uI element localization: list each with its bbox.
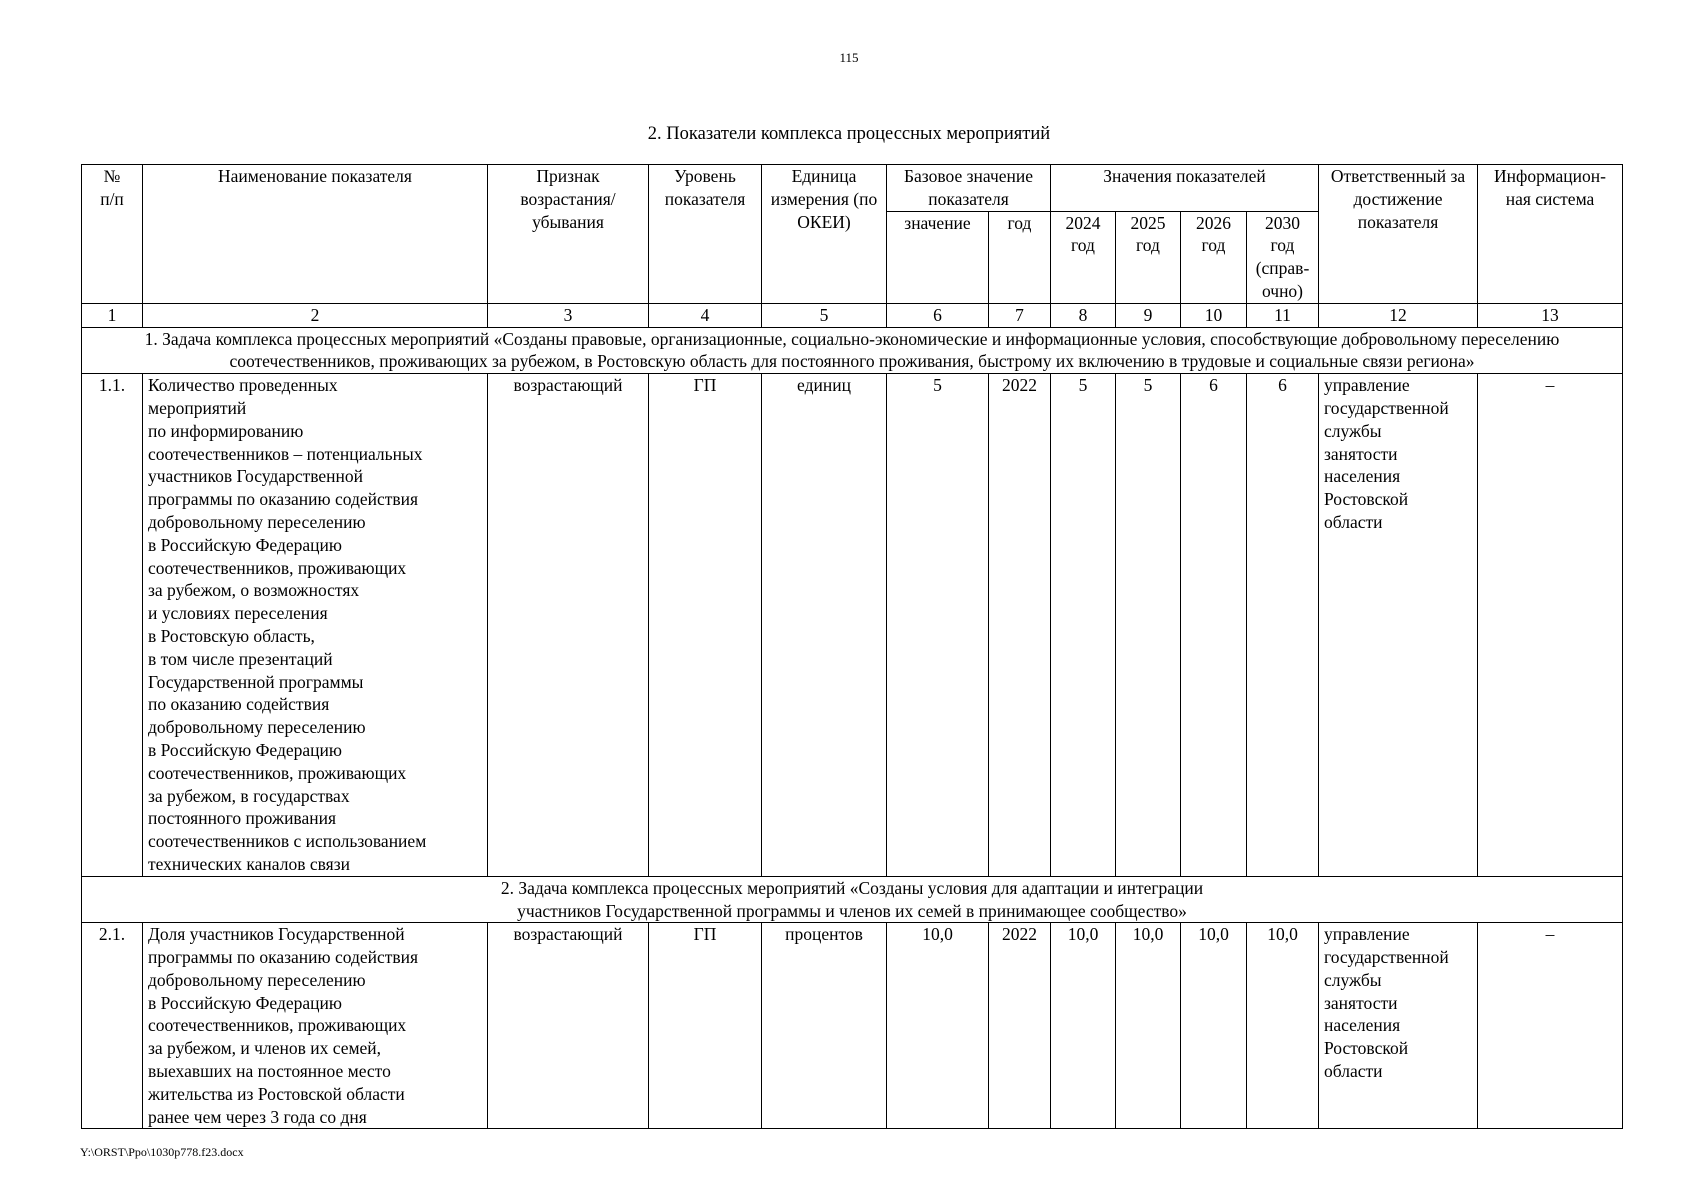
row-value-2024: 5 — [1051, 374, 1116, 877]
row-infosys: – — [1478, 374, 1623, 877]
section-row — [82, 327, 1623, 374]
header-base-year: год — [989, 211, 1051, 303]
header-year-2024: 2024 год — [1051, 211, 1116, 303]
row-base-year: 2022 — [989, 374, 1051, 877]
row-value-2026: 10,0 — [1181, 923, 1247, 1129]
table-row — [82, 923, 1623, 1129]
header-year-2030: 2030 год (справ-очно) — [1247, 211, 1319, 303]
row-infosys: – — [1478, 923, 1623, 1129]
row-base-year: 2022 — [989, 923, 1051, 1129]
indicators-table — [81, 164, 1623, 1129]
column-number: 11 — [1247, 303, 1319, 327]
row-value-2024: 10,0 — [1051, 923, 1116, 1129]
file-path-footer: Y:\ORST\Ppo\1030p778.f23.docx — [80, 1145, 244, 1159]
section-title: 2. Задача комплекса процессных мероприятий «Созданы условия для адаптации и интеграции участников Государственной программы и членов их семей в принимающее сообщество» — [82, 876, 1623, 923]
column-number: 5 — [762, 303, 887, 327]
row-responsible: управление государственной службы занятости населения Ростовской области — [1319, 923, 1478, 1129]
row-base-value: 10,0 — [887, 923, 989, 1129]
column-number: 8 — [1051, 303, 1116, 327]
column-number: 6 — [887, 303, 989, 327]
column-number: 7 — [989, 303, 1051, 327]
table-row — [82, 374, 1623, 877]
header-infosys: Информацион-ная система — [1478, 165, 1623, 304]
page-number: 115 — [839, 50, 859, 65]
column-number: 12 — [1319, 303, 1478, 327]
row-level: ГП — [649, 374, 762, 877]
row-responsible: управление государственной службы занятости населения Ростовской области — [1319, 374, 1478, 877]
column-number: 4 — [649, 303, 762, 327]
row-num: 1.1. — [82, 374, 143, 877]
header-year-2025: 2025 год — [1116, 211, 1181, 303]
row-value-2030: 6 — [1247, 374, 1319, 877]
header-level: Уровень показателя — [649, 165, 762, 304]
header-values: Значения показателей — [1051, 165, 1319, 212]
row-level: ГП — [649, 923, 762, 1129]
header-unit: Единица измерения (по ОКЕИ) — [762, 165, 887, 304]
row-unit: единиц — [762, 374, 887, 877]
row-name: Количество проведенных мероприятий по информированию соотечественников – потенциальных участников Государственной программы по оказанию содействия добровольному переселению в Российскую Федерацию соотечественников, проживающих за рубежом, о возможностях и условиях переселения в Ростовскую область, в том числе презентаций Государственной программы по оказанию содействия добровольному переселению в Российскую Федерацию соотечественников, проживающих за рубежом, в государствах постоянного проживания соотечественников с использованием технических каналов связи — [143, 374, 488, 877]
header-name: Наименование показателя — [143, 165, 488, 304]
header-num: № п/п — [82, 165, 143, 304]
header-year-2026: 2026 год — [1181, 211, 1247, 303]
row-trend: возрастающий — [488, 374, 649, 877]
row-trend: возрастающий — [488, 923, 649, 1129]
column-number: 10 — [1181, 303, 1247, 327]
row-unit: процентов — [762, 923, 887, 1129]
column-number: 9 — [1116, 303, 1181, 327]
row-value-2025: 5 — [1116, 374, 1181, 877]
column-number: 1 — [82, 303, 143, 327]
column-number: 3 — [488, 303, 649, 327]
row-name: Доля участников Государственной программы по оказанию содействия добровольному переселению в Российскую Федерацию соотечественников, проживающих за рубежом, и членов их семей, выехавших на постоянное место жительства из Ростовской области ранее чем через 3 года со дня — [143, 923, 488, 1129]
row-base-value: 5 — [887, 374, 989, 877]
page-title: 2. Показатели комплекса процессных мероприятий — [647, 124, 1051, 144]
row-value-2025: 10,0 — [1116, 923, 1181, 1129]
row-num: 2.1. — [82, 923, 143, 1129]
header-base: Базовое значение показателя — [887, 165, 1051, 212]
column-number: 2 — [143, 303, 488, 327]
row-value-2026: 6 — [1181, 374, 1247, 877]
column-number: 13 — [1478, 303, 1623, 327]
section-title: 1. Задача комплекса процессных мероприятий «Созданы правовые, организационные, социально-экономические и информационные условия, способствующие добровольному переселению соотечественников, проживающих за рубежом, в Ростовскую область для постоянного проживания, быстрому их включению в трудовые и социальные связи региона» — [82, 327, 1623, 374]
header-responsible: Ответственный за достижение показателя — [1319, 165, 1478, 304]
row-value-2030: 10,0 — [1247, 923, 1319, 1129]
header-base-value: значение — [887, 211, 989, 303]
header-trend: Признак возрастания/ убывания — [488, 165, 649, 304]
column-numbers-row — [82, 303, 1623, 327]
section-row — [82, 876, 1623, 923]
